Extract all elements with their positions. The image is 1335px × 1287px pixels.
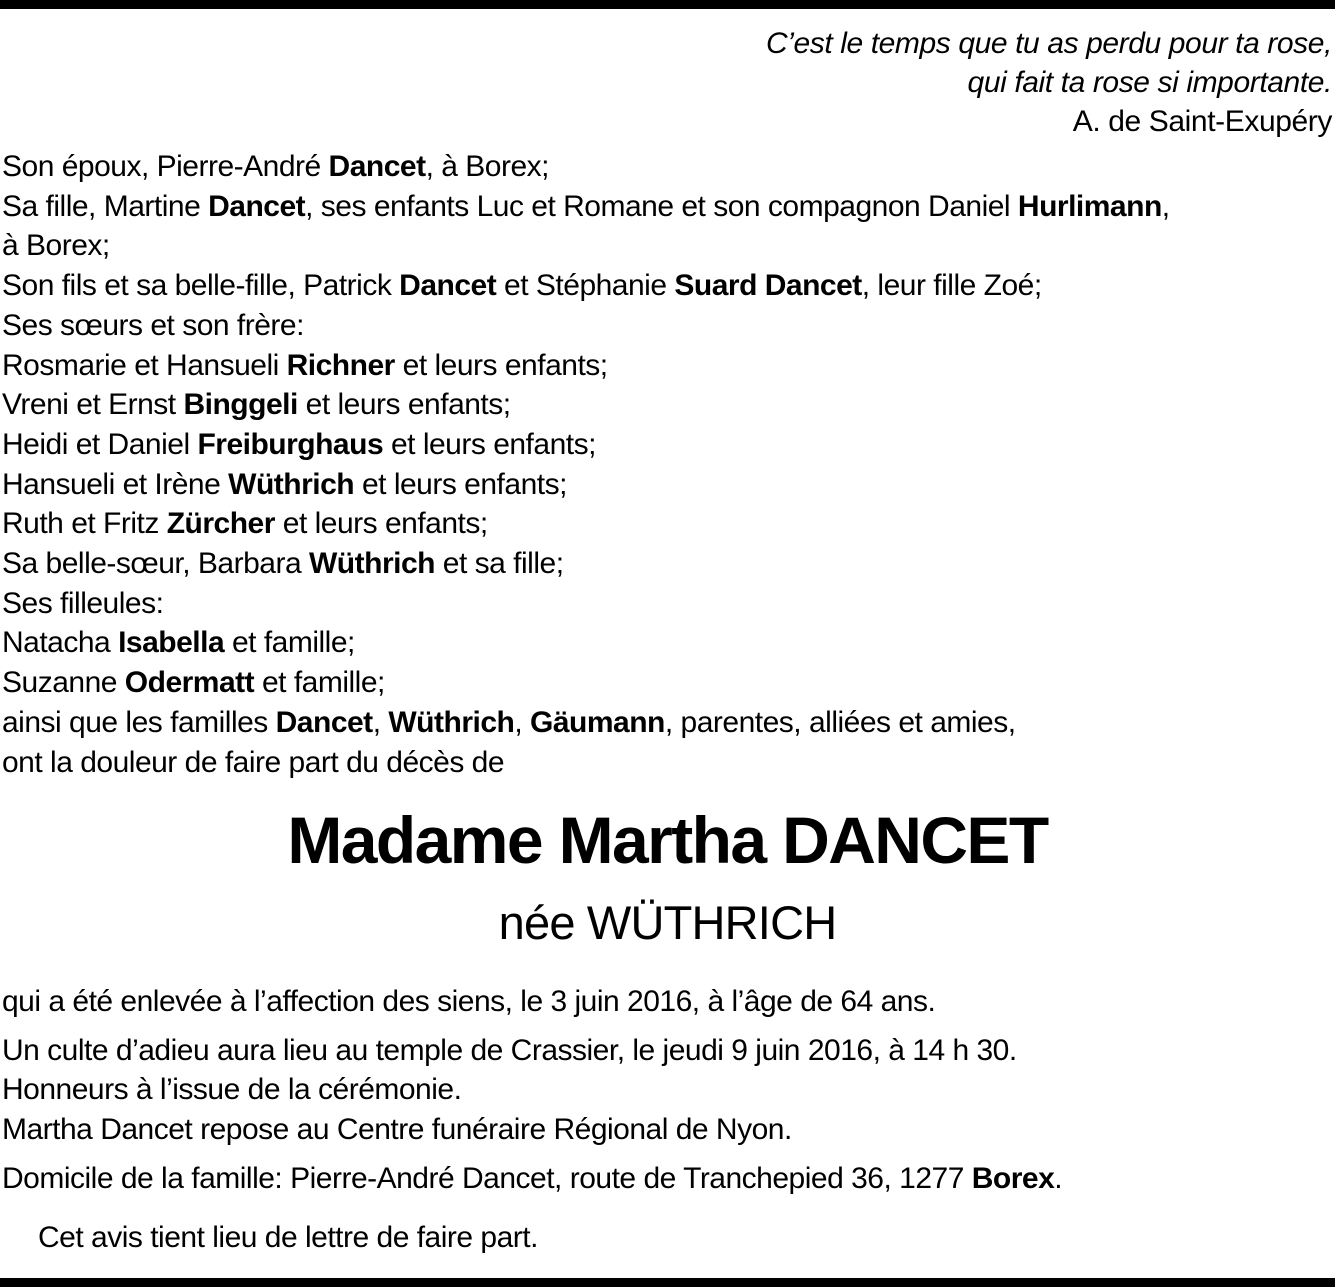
text-segment: Heidi et Daniel xyxy=(2,427,198,461)
family-line-related-families xyxy=(2,703,1332,743)
text-segment: Domicile de la famille: Pierre-André Dancet, route de Tranchepied 36, 1277 xyxy=(2,1161,972,1195)
honors-line: Honneurs à l’issue de la cérémonie. xyxy=(2,1073,462,1107)
surname: Wüthrich xyxy=(228,467,355,501)
text-segment: , ses enfants Luc et Romane et son compagnon Daniel xyxy=(305,189,1018,223)
family-line-daughter xyxy=(2,187,1332,227)
family-line-announcement: ont la douleur de faire part du décès de xyxy=(2,745,505,779)
goddaughter-line xyxy=(2,623,1332,663)
sibling-line xyxy=(2,465,1332,505)
epigraph-quote xyxy=(766,24,1332,141)
text-segment: . xyxy=(1054,1161,1063,1195)
family-list xyxy=(2,147,1332,782)
sibling-line xyxy=(2,385,1332,425)
surname: Isabella xyxy=(118,626,225,660)
text-segment: , xyxy=(372,705,389,739)
surname: Suard Dancet xyxy=(674,269,862,303)
text-segment: Son époux, Pierre-André xyxy=(2,150,329,183)
surname: Gäumann xyxy=(530,705,665,739)
text-segment: et famille; xyxy=(224,626,355,660)
surname: Dancet xyxy=(328,150,426,183)
family-line-goddaughters-intro: Ses filleules: xyxy=(2,586,164,620)
sibling-line xyxy=(2,346,1332,386)
text-segment: et leurs enfants; xyxy=(394,348,608,382)
place-name: Borex xyxy=(971,1161,1055,1195)
sibling-line xyxy=(2,504,1332,544)
family-line-son xyxy=(2,266,1332,306)
surname: Zürcher xyxy=(166,507,275,541)
text-segment: , parentes, alliées et amies, xyxy=(664,705,1016,739)
surname: Wüthrich xyxy=(388,705,515,739)
text-segment: Ruth et Fritz xyxy=(2,507,167,541)
family-line-siblings-intro: Ses sœurs et son frère: xyxy=(2,308,304,342)
surname: Dancet xyxy=(208,189,306,223)
text-segment: Sa fille, Martine xyxy=(2,189,209,223)
text-segment: ainsi que les familles xyxy=(2,705,276,739)
maiden-name: née WÜTHRICH xyxy=(498,896,837,949)
quote-line-2: qui fait ta rose si importante. xyxy=(967,66,1332,99)
text-segment: et leurs enfants; xyxy=(274,507,488,541)
surname: Odermatt xyxy=(124,666,255,700)
text-segment: Natacha xyxy=(2,626,119,660)
surname: Richner xyxy=(286,348,395,382)
family-line-sister-in-law xyxy=(2,544,1332,584)
notice-details xyxy=(2,982,1332,1199)
text-segment: et leurs enfants; xyxy=(297,388,511,422)
text-segment: Rosmarie et Hansueli xyxy=(2,348,287,382)
goddaughter-line xyxy=(2,663,1332,703)
text-segment: et sa fille; xyxy=(434,547,564,581)
top-rule xyxy=(0,0,1335,9)
text-segment: et leurs enfants; xyxy=(383,427,596,461)
quote-author: A. de Saint-Exupéry xyxy=(1072,105,1332,138)
passing-line: qui a été enlevée à l’affection des siens, le 3 juin 2016, à l’âge de 64 ans. xyxy=(2,985,936,1018)
surname: Freiburghaus xyxy=(197,427,384,461)
text-segment: , leur fille Zoé; xyxy=(861,269,1042,303)
sibling-line xyxy=(2,425,1332,465)
text-segment: et leurs enfants; xyxy=(354,467,567,501)
text-segment: Suzanne xyxy=(2,666,125,700)
closing-note: Cet avis tient lieu de lettre de faire part. xyxy=(38,1221,538,1254)
family-line-daughter-place: à Borex; xyxy=(2,229,110,263)
text-segment: et Stéphanie xyxy=(496,269,675,303)
surname: Wüthrich xyxy=(308,547,435,581)
service-line: Un culte d’adieu aura lieu au temple de Crassier, le jeudi 9 juin 2016, à 14 h 30. xyxy=(2,1033,1017,1067)
bottom-rule xyxy=(0,1278,1335,1287)
domicile-line xyxy=(2,1159,1332,1199)
text-segment: , à Borex; xyxy=(425,150,549,183)
surname: Hurlimann xyxy=(1017,189,1162,223)
text-segment: Sa belle-sœur, Barbara xyxy=(2,547,309,581)
text-segment: Son fils et sa belle-fille, Patrick xyxy=(2,269,400,303)
text-segment: Hansueli et Irène xyxy=(2,467,229,501)
text-segment: , xyxy=(514,705,531,739)
surname: Dancet xyxy=(399,269,497,303)
rest-line: Martha Dancet repose au Centre funéraire Régional de Nyon. xyxy=(2,1113,792,1147)
family-line-husband xyxy=(2,147,1332,187)
surname: Dancet xyxy=(275,705,373,739)
text-segment: et famille; xyxy=(254,666,385,700)
surname: Binggeli xyxy=(183,388,298,422)
quote-line-1: C’est le temps que tu as perdu pour ta rose, xyxy=(765,27,1332,60)
deceased-name: Madame Martha DANCET xyxy=(287,803,1048,877)
text-segment: Vreni et Ernst xyxy=(2,388,184,422)
text-segment: , xyxy=(1161,189,1170,223)
